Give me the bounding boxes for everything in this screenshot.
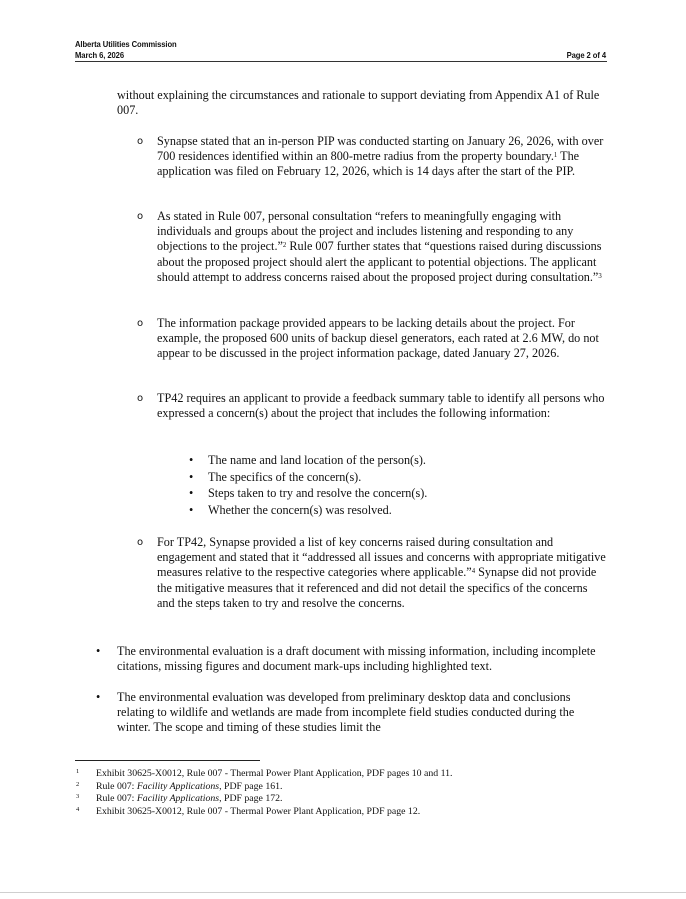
intro-paragraph: without explaining the circumstances and rationale to support deviating from Appendix A1 of Rule 007. [117,88,600,118]
list-item-text: The name and land location of the person(s). [208,453,426,467]
sub-item-pip [137,134,607,180]
sub-item-text-cont: Synapse did not provide the mitigative measures that it referenced and did not detail the specifics of the concerns and the steps taken to try and resolve the concerns. [157,565,597,610]
sub-item-information-package [137,316,607,362]
bullet-marker: • [189,502,194,517]
list-item [189,502,607,520]
sub-item-tp42-requirements [137,391,607,421]
bullet-text: The environmental evaluation is a draft document with missing information, including incomplete citations, missing figures and document mark-ups including highlighted text. [117,644,596,674]
list-item [189,453,607,470]
header-organization: Alberta Utilities Commission [75,39,177,49]
sub-bullet-marker: o [137,211,144,222]
header-page-number: Page 2 of 4 [566,50,606,60]
bullet-marker: • [96,690,101,704]
sub-bullet-marker: o [137,537,144,548]
footnote-italic-title: Facility Applications [136,793,220,805]
sub-item-text: For TP42, Synapse provided a list of key concerns raised during consultation and engagement and stated that it “addressed all issues and concerns with appropriate mitigative measures relative to the respective categories where applicable.” [157,535,606,580]
footnote [75,768,607,781]
page-header [75,39,606,61]
footnote-number: 4 [76,805,80,813]
footnote-divider [75,760,260,761]
page-bottom-edge [0,892,686,893]
list-item-text: The specifics of the concern(s). [208,469,362,484]
sub-item-text-cont: The application was filed on February 12, 2026, which is 14 days after the start of the PIP. [157,149,580,179]
list-item-text: Steps taken to try and resolve the concern(s). [208,486,428,501]
sub-bullet-marker: o [137,136,144,147]
sub-item-text: TP42 requires an applicant to provide a feedback summary table to identify all persons who expressed a concern(s) about the project that includes the following information: [157,391,605,421]
footnote-text-cont: , PDF page 172. [219,793,283,805]
footnote-text: Rule 007: [96,780,137,792]
list-item-text: Whether the concern(s) was resolved. [208,502,392,517]
footnote-number: 1 [76,768,80,775]
bullet-environmental-field-studies [96,690,607,736]
footnote-number: 2 [76,780,80,788]
sub-item-personal-consultation [137,209,607,285]
sub-bullet-marker: o [137,393,144,404]
bullet-marker: • [189,453,194,467]
sub-item-text: The information package provided appears to be lacking details about the project. For example, the proposed 600 units of backup diesel generators, each rated at 2.6 MW, do not appear to be discussed in the project information package, dated January 27, 2026. [157,316,599,361]
tp42-requirements-list [189,453,607,519]
footnote-number: 3 [76,793,80,801]
bullet-environmental-draft [96,644,607,674]
footnote-text: Exhibit 30625-X0012, Rule 007 - Thermal Power Plant Application, PDF page 12. [96,805,421,817]
footnote-italic-title: Facility Applications [136,780,220,792]
bullet-marker: • [189,469,194,484]
sub-item-text: Synapse stated that an in-person PIP was conducted starting on January 26, 2026, with over 700 residences identified within an 800-metre radius from the property boundary. [157,134,604,164]
bullet-marker: • [189,486,194,501]
footnote-text-cont: , PDF page 161. [219,780,283,792]
sub-item-text: As stated in Rule 007, personal consultation “refers to meaningfully engaging with individuals and groups about the project and includes listening and responding to any objections to the project.” [157,209,574,254]
header-date: March 6, 2026 [75,50,125,60]
footnote-ref[interactable]: 1 [553,152,558,160]
footnote-text: Rule 007: [96,793,137,805]
bullet-marker: • [96,644,101,658]
header-divider [75,61,607,62]
footnote [75,793,607,806]
sub-item-tp42-concerns [137,535,607,611]
list-item [189,486,607,503]
footnote-ref[interactable]: 3 [598,272,602,280]
list-item [189,469,607,487]
footnotes [75,768,607,818]
footnote-ref[interactable]: 2 [282,242,287,250]
footnote [75,781,607,794]
footnote-ref[interactable]: 4 [471,568,476,576]
bullet-text: The environmental evaluation was developed from preliminary desktop data and conclusions relating to wildlife and wetlands are made from incomplete field studies conducted during the winter. The scope and timing of these studies limit the [117,690,575,735]
footnote [75,806,607,819]
footnote-text: Exhibit 30625-X0012, Rule 007 - Thermal Power Plant Application, PDF pages 10 and 11. [96,768,453,779]
sub-bullet-marker: o [137,318,144,329]
sub-item-text-cont: Rule 007 further states that “questions raised during discussions about the proposed project should alert the applicant to potential objections. The applicant should attempt to address concerns raised about the proposed project during consultation.” [157,239,602,284]
